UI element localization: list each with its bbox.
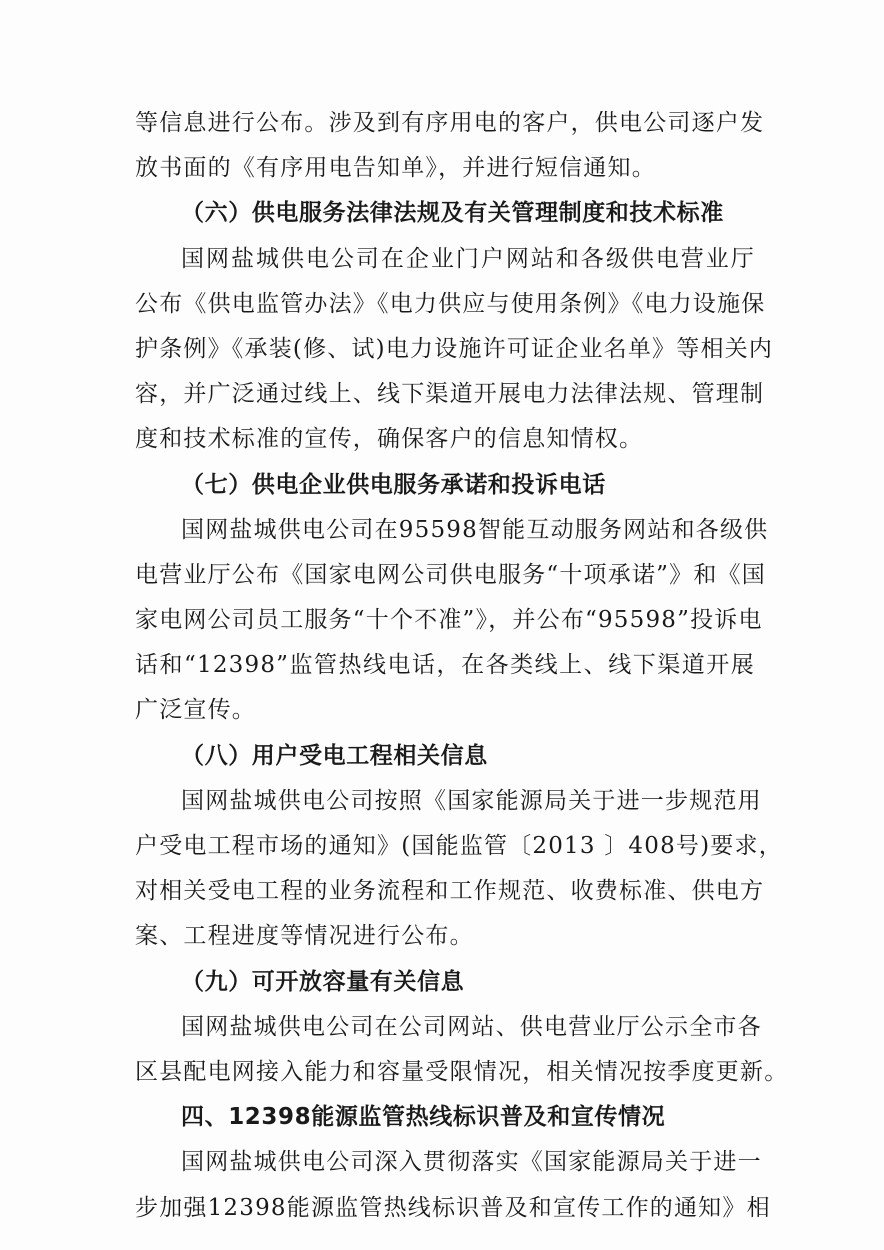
- paragraph-line: 放书面的《有序用电告知单》，并进行短信通知。: [135, 155, 656, 182]
- paragraph-line: 步加强12398能源监管热线标识普及和宣传工作的通知》相: [135, 1194, 771, 1221]
- paragraph-line: 户受电工程市场的通知》(国能监管〔2013 〕408号)要求，: [135, 833, 783, 859]
- paragraph-line: 容，并广泛通过线上、线下渠道开展电力法律法规、管理制: [135, 381, 765, 408]
- paragraph-line: 公布《供电监管办法》《电力供应与使用条例》《电力设施保: [135, 290, 766, 317]
- section-heading-7: （七）供电企业供电服务承诺和投诉电话: [181, 471, 606, 498]
- paragraph-line: 对相关受电工程的业务流程和工作规范、收费标准、供电方: [135, 878, 765, 905]
- paragraph-line: 国网盐城供电公司深入贯彻落实《国家能源局关于进一: [181, 1149, 762, 1176]
- paragraph-line: 等信息进行公布。涉及到有序用电的客户，供电公司逐户发: [135, 110, 765, 136]
- paragraph-line: 国网盐城供电公司在公司网站、供电营业厅公示全市各: [181, 1013, 762, 1040]
- section-heading-8: （八）用户受电工程相关信息: [181, 742, 488, 769]
- paragraph-line: 国网盐城供电公司在95598智能互动服务网站和各级供: [181, 516, 769, 543]
- paragraph-line: 度和技术标准的宣传，确保客户的信息知情权。: [135, 426, 644, 453]
- paragraph-line: 话和“12398”监管热线电话，在各类线上、线下渠道开展: [135, 652, 755, 679]
- paragraph-line: 电营业厅公布《国家电网公司供电服务“十项承诺”》和《国: [135, 561, 766, 588]
- section-heading-6: （六）供电服务法律法规及有关管理制度和技术标准: [181, 200, 724, 227]
- paragraph-line: 广泛宣传。: [135, 697, 256, 724]
- paragraph-line: 区县配电网接入能力和容量受限情况，相关情况按季度更新。: [135, 1058, 789, 1085]
- paragraph-line: 护条例》《承装(修、试)电力设施许可证企业名单》等相关内: [135, 335, 774, 362]
- paragraph-line: 国网盐城供电公司按照《国家能源局关于进一步规范用: [181, 787, 762, 814]
- paragraph-line: 家电网公司员工服务“十个不准”》，并公布“95598”投诉电: [135, 607, 763, 634]
- chapter-heading-4: 四、12398能源监管热线标识普及和宣传情况: [181, 1104, 666, 1131]
- paragraph-line: 案、工程进度等情况进行公布。: [135, 923, 474, 950]
- section-heading-9: （九）可开放容量有关信息: [181, 968, 465, 995]
- paragraph-line: 国网盐城供电公司在企业门户网站和各级供电营业厅: [181, 245, 755, 272]
- document-body: [135, 101, 789, 1231]
